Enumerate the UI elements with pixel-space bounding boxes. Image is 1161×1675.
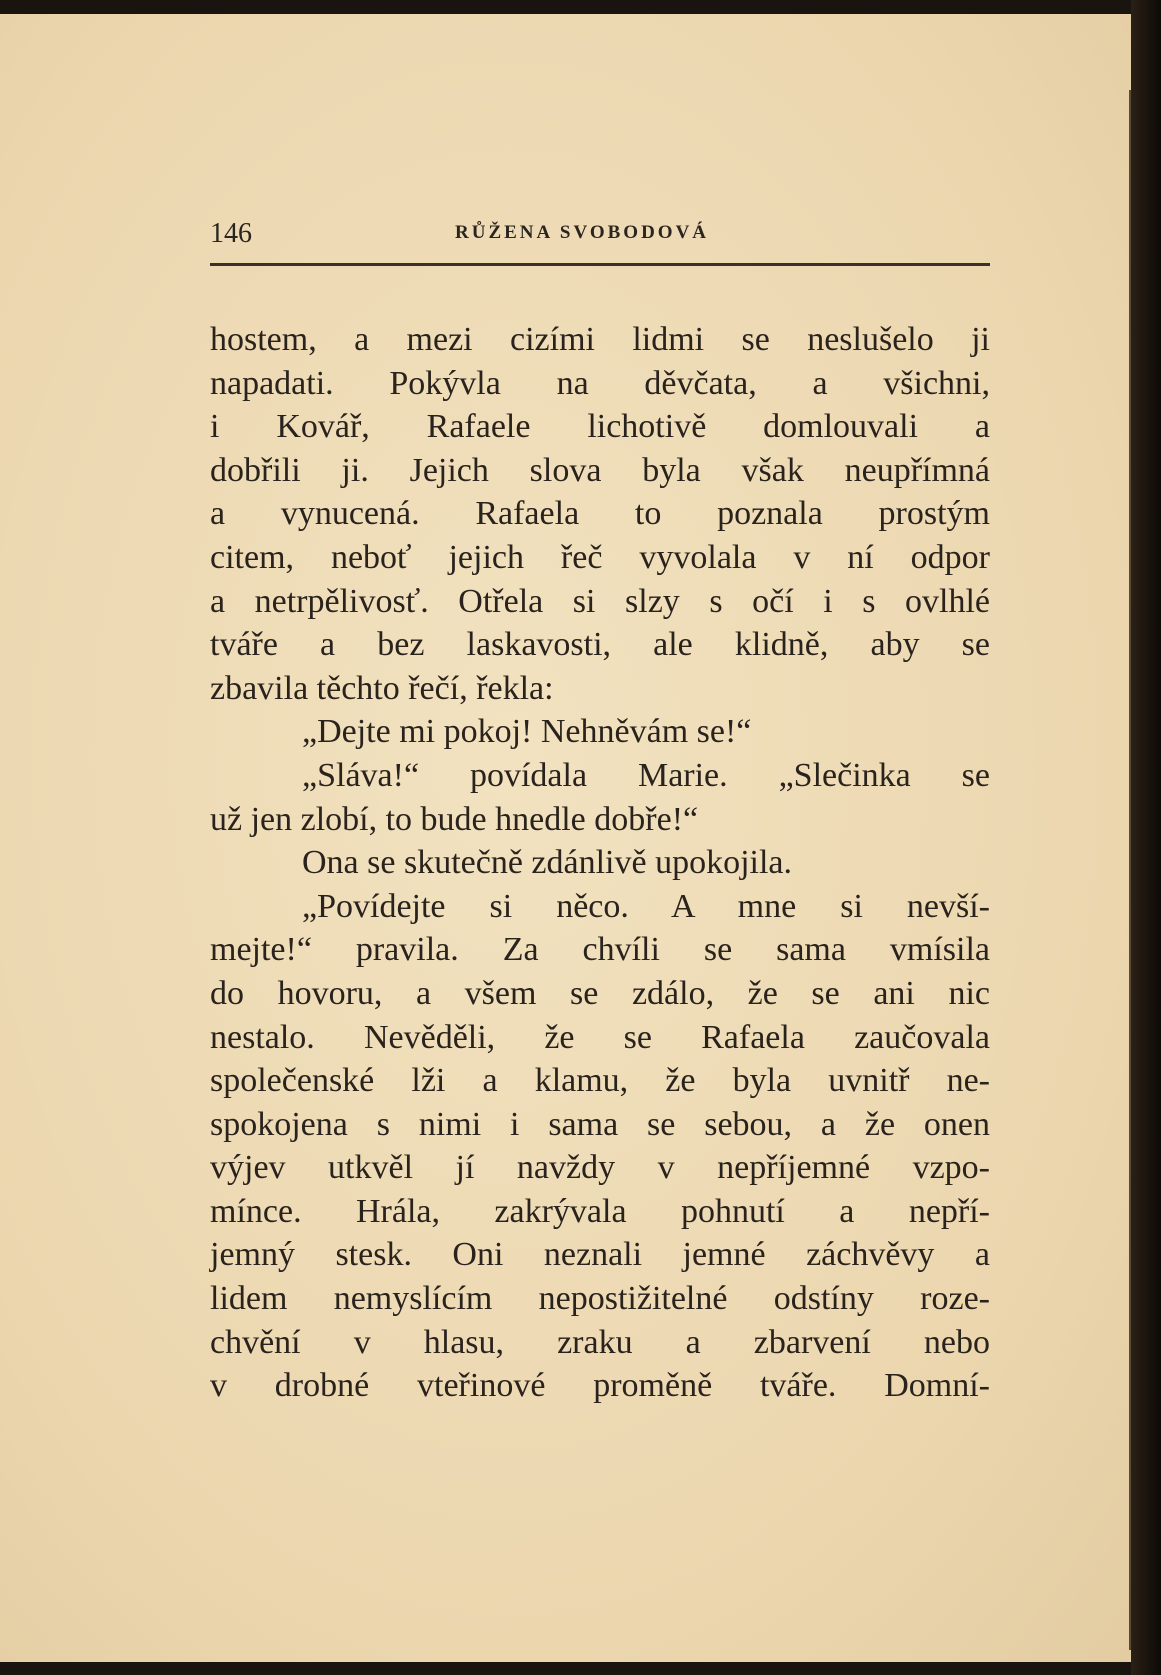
text-line: „Sláva!“ povídala Marie. „Slečinka se xyxy=(302,756,990,794)
text-line: už jen zlobí, to bude hnedle dobře!“ xyxy=(210,800,699,838)
text-line: mejte!“ pravila. Za chvíli se sama vmísila xyxy=(210,931,990,969)
text-line: mínce. Hrála, zakrývala pohnutí a nepří- xyxy=(210,1192,990,1230)
page-edge-shadow xyxy=(1131,0,1161,1675)
text-line: dobřili ji. Jejich slova byla však neupřímná xyxy=(210,451,990,489)
text-line: v drobné vteřinové proměně tváře. Domní- xyxy=(210,1367,990,1405)
text-line: „Dejte mi pokoj! Nehněvám se!“ xyxy=(302,713,752,751)
text-line: společenské lži a klamu, že byla uvnitř ne- xyxy=(210,1062,990,1100)
text-line: zbavila těchto řečí, řekla: xyxy=(210,669,554,707)
text-line: napadati. Pokývla na děvčata, a všichni, xyxy=(210,364,990,402)
text-line: a netrpělivosť. Otřela si slzy s očí i s ovlhlé xyxy=(210,582,990,620)
text-line: nestalo. Nevěděli, že se Rafaela zaučovala xyxy=(210,1018,990,1056)
text-line: tváře a bez laskavosti, ale klidně, aby se xyxy=(210,626,990,664)
running-title: RŮŽENA SVOBODOVÁ xyxy=(455,222,710,243)
text-line: jemný stesk. Oni neznali jemné záchvěvy a xyxy=(210,1236,990,1274)
body-text xyxy=(210,318,990,1408)
text-line: do hovoru, a všem se zdálo, že se ani nic xyxy=(210,974,990,1012)
page-number: 146 xyxy=(210,218,252,249)
text-line: a vynucená. Rafaela to poznala prostým xyxy=(210,495,990,533)
text-line: „Povídejte si něco. A mne si nevší- xyxy=(302,887,990,925)
text-line: spokojena s nimi i sama se sebou, a že onen xyxy=(210,1105,990,1143)
text-line: lidem nemyslícím nepostižitelné odstíny roze- xyxy=(210,1280,990,1318)
text-line: výjev utkvěl jí navždy v nepříjemné vzpo- xyxy=(210,1149,990,1187)
text-line: Ona se skutečně zdánlivě upokojila. xyxy=(302,844,793,882)
text-line: hostem, a mezi cizími lidmi se neslušelo ji xyxy=(210,321,990,358)
text-line: i Kovář, Rafaele lichotivě domlouvali a xyxy=(210,408,990,446)
header-rule xyxy=(210,263,990,266)
text-line: citem, neboť jejich řeč vyvolala v ní odpor xyxy=(210,538,990,576)
text-line: chvění v hlasu, zraku a zbarvení nebo xyxy=(210,1323,990,1361)
